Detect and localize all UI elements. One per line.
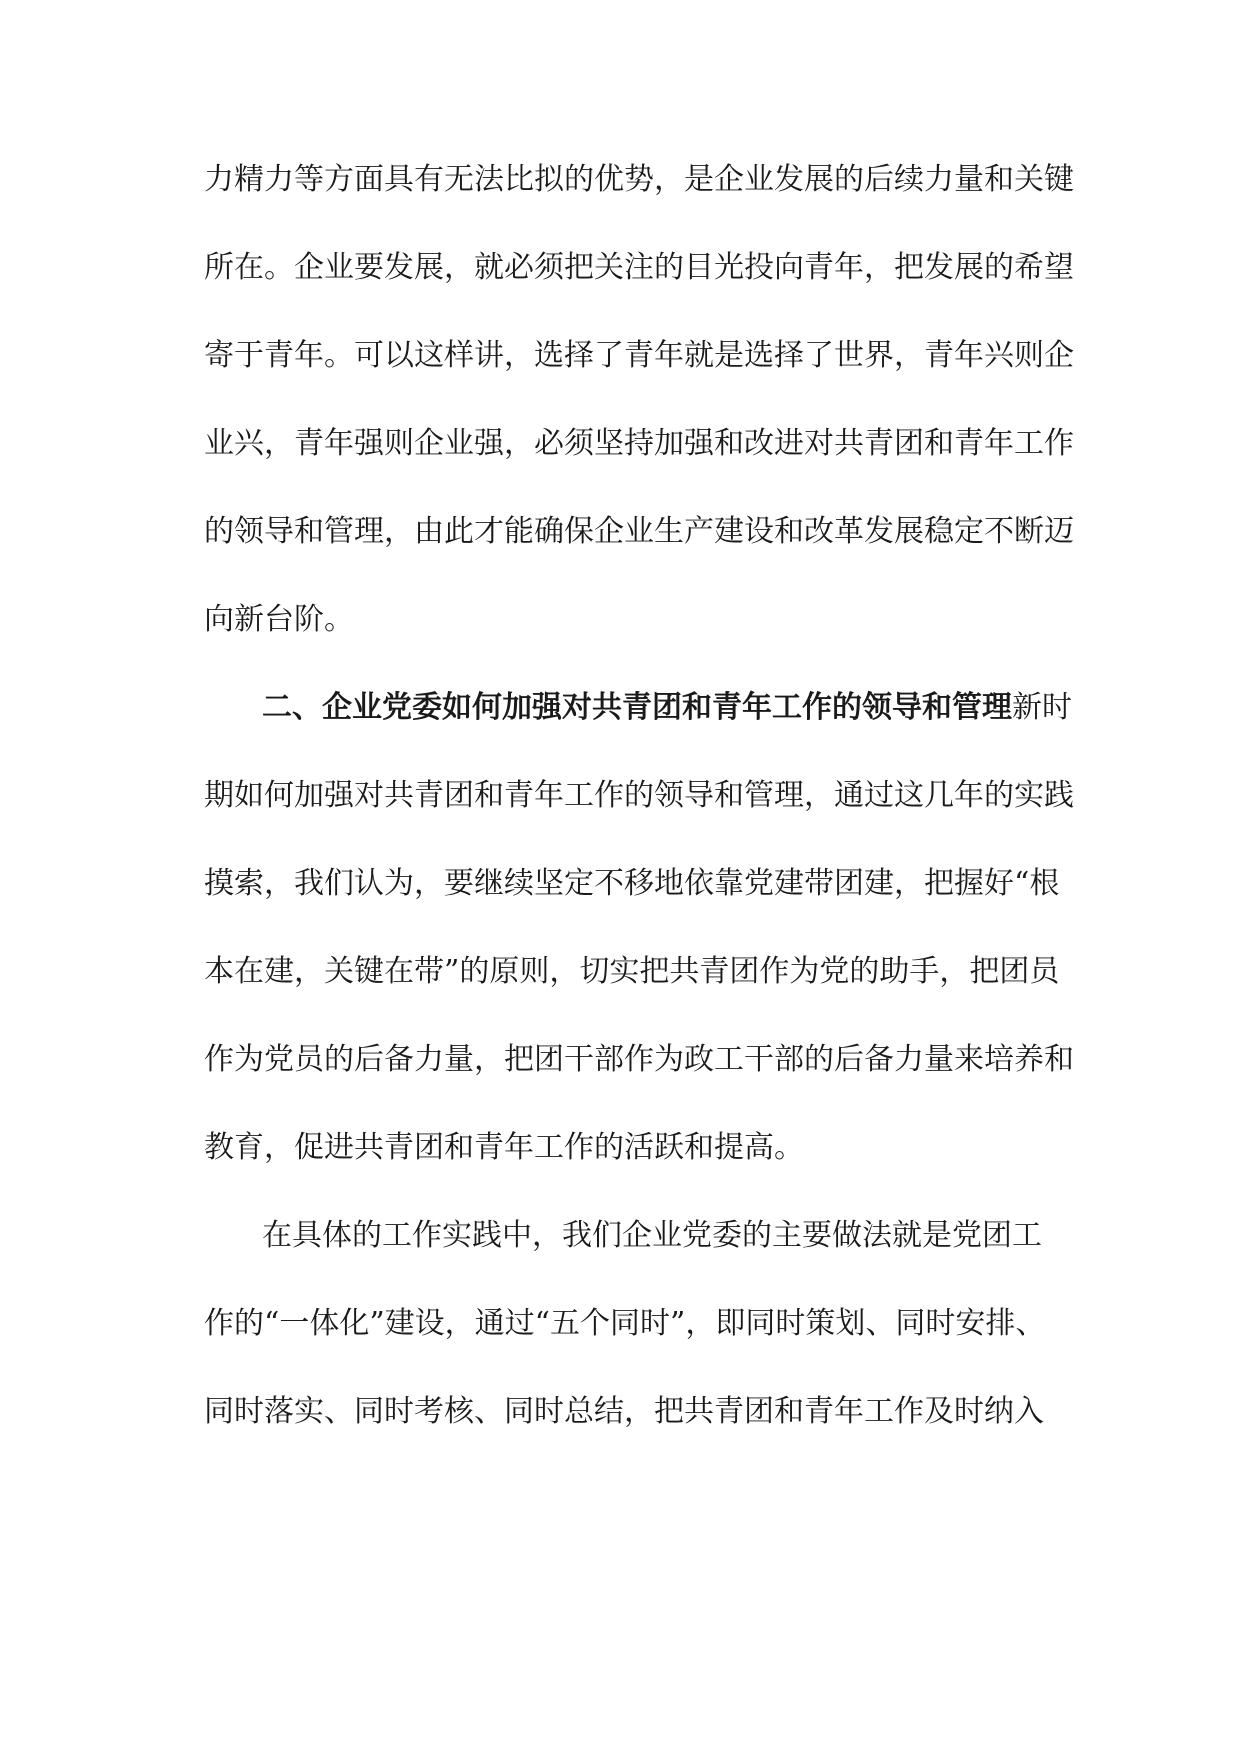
paragraph-line: 摸索，我们认为，要继续坚定不移地依靠党建带团建，把握好“根 [204, 866, 1060, 901]
paragraph-line: 作为党员的后备力量，把团干部作为政工干部的后备力量来培养和 [204, 1042, 1074, 1077]
section-heading-line [262, 686, 1072, 730]
paragraph-line: 的领导和管理，由此才能确保企业生产建设和改革发展稳定不断迈 [204, 514, 1074, 549]
paragraph-line: 所在。企业要发展，就必须把关注的目光投向青年，把发展的希望 [204, 250, 1074, 285]
section-heading: 二、企业党委如何加强对共青团和青年工作的领导和管理 [262, 690, 1012, 725]
paragraph-line: 向新台阶。 [204, 602, 354, 637]
heading-line-tail: 新时 [1012, 690, 1072, 725]
paragraph-line: 在具体的工作实践中，我们企业党委的主要做法就是党团工 [262, 1218, 1042, 1253]
paragraph-line: 期如何加强对共青团和青年工作的领导和管理，通过这几年的实践 [204, 778, 1074, 813]
paragraph-line: 寄于青年。可以这样讲，选择了青年就是选择了世界，青年兴则企 [204, 338, 1074, 373]
paragraph-line: 本在建，关键在带”的原则，切实把共青团作为党的助手，把团员 [204, 954, 1060, 989]
paragraph-line: 力精力等方面具有无法比拟的优势，是企业发展的后续力量和关键 [204, 162, 1074, 197]
paragraph-line: 同时落实、同时考核、同时总结，把共青团和青年工作及时纳入 [204, 1394, 1044, 1429]
paragraph-line: 业兴，青年强则企业强，必须坚持加强和改进对共青团和青年工作 [204, 426, 1074, 461]
paragraph-line: 作的“一体化”建设，通过“五个同时”，即同时策划、同时安排、 [204, 1306, 1046, 1341]
paragraph-line: 教育，促进共青团和青年工作的活跃和提高。 [204, 1130, 804, 1165]
